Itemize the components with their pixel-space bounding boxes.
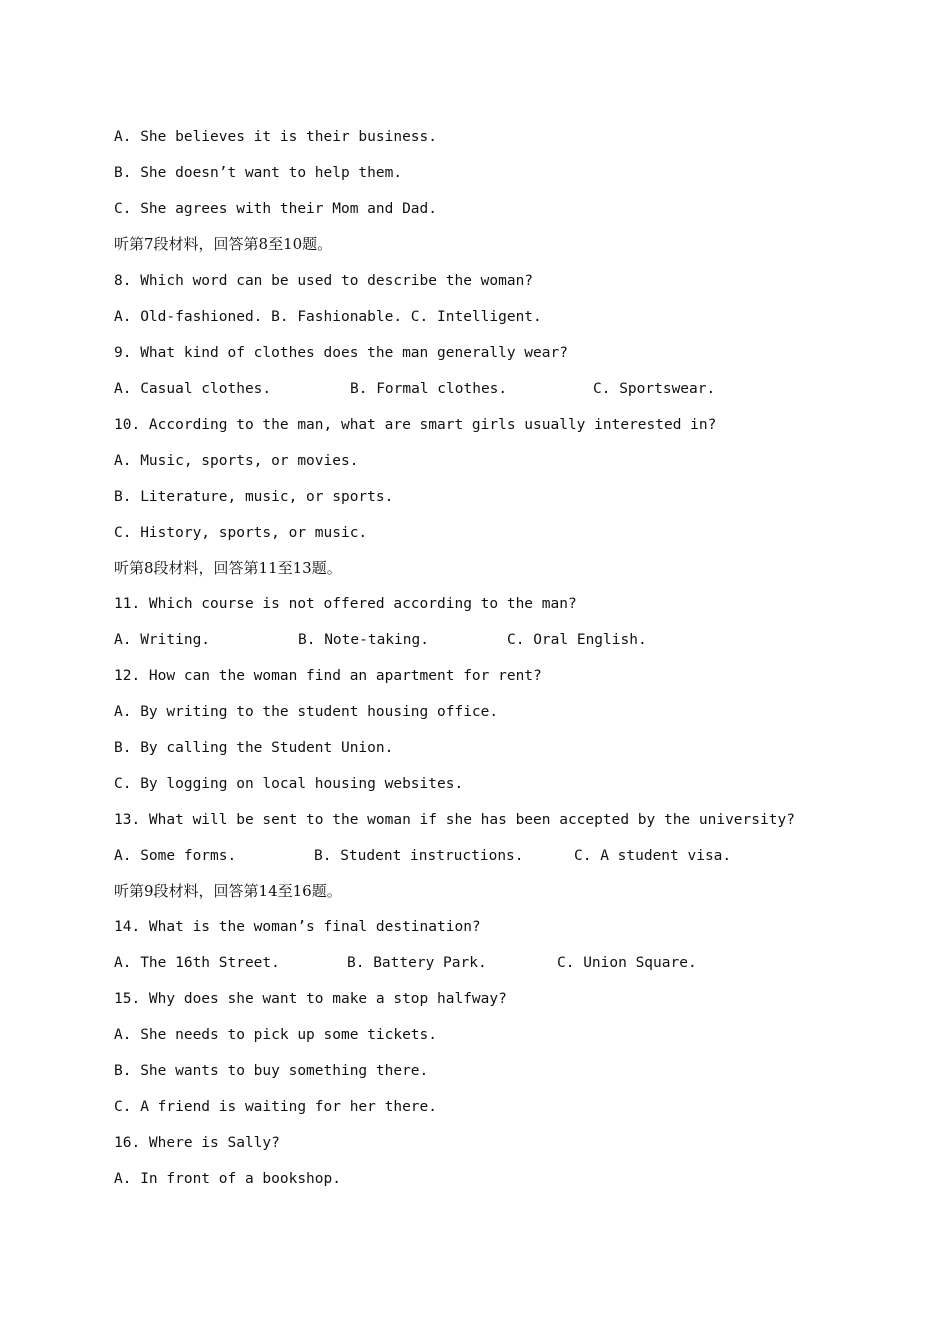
question-11: 11. Which course is not offered according to the man? [114, 596, 577, 612]
question-9: 9. What kind of clothes does the man generally wear? [114, 345, 568, 361]
question-12: 12. How can the woman find an apartment for rent? [114, 668, 542, 684]
q13-options [114, 844, 754, 868]
question-14: 14. What is the woman’s final destination? [114, 919, 481, 935]
section-7-heading: 听第7段材料，回答第8至10题。 [114, 235, 333, 253]
q9-option-b: B. Formal clothes. [350, 381, 508, 397]
q7-option-a: A. She believes it is their business. [114, 129, 438, 145]
q9-option-c: C. Sportswear. [593, 381, 716, 397]
q13-option-c: C. A student visa. [574, 848, 732, 864]
q15-option-c: C. A friend is waiting for her there. [114, 1099, 438, 1115]
q14-option-b: B. Battery Park. [347, 955, 487, 971]
q7-option-c: C. She agrees with their Mom and Dad. [114, 201, 438, 217]
q11-option-a: A. Writing. [114, 632, 211, 648]
q13-option-a: A. Some forms. [114, 848, 237, 864]
q8-options: A. Old-fashioned. B. Fashionable. C. Intelligent. [114, 309, 542, 325]
q10-option-a: A. Music, sports, or movies. [114, 453, 359, 469]
question-15: 15. Why does she want to make a stop halfway? [114, 991, 507, 1007]
q14-option-a: A. The 16th Street. [114, 955, 280, 971]
q9-option-a: A. Casual clothes. [114, 381, 272, 397]
q14-option-c: C. Union Square. [557, 955, 697, 971]
section-9-heading: 听第9段材料，回答第14至16题。 [114, 882, 342, 900]
section-8-heading: 听第8段材料，回答第11至13题。 [114, 559, 342, 577]
q10-option-b: B. Literature, music, or sports. [114, 489, 394, 505]
q11-option-c: C. Oral English. [507, 632, 647, 648]
q9-options [114, 377, 754, 401]
question-16: 16. Where is Sally? [114, 1135, 280, 1151]
q12-option-c: C. By logging on local housing websites. [114, 776, 464, 792]
q11-option-b: B. Note-taking. [298, 632, 429, 648]
q16-option-a: A. In front of a bookshop. [114, 1171, 341, 1187]
q15-option-b: B. She wants to buy something there. [114, 1063, 429, 1079]
q12-option-b: B. By calling the Student Union. [114, 740, 394, 756]
q13-option-b: B. Student instructions. [314, 848, 524, 864]
q12-option-a: A. By writing to the student housing office. [114, 704, 499, 720]
question-8: 8. Which word can be used to describe the woman? [114, 273, 534, 289]
q14-options [114, 951, 754, 975]
question-10: 10. According to the man, what are smart girls usually interested in? [114, 417, 717, 433]
q10-option-c: C. History, sports, or music. [114, 525, 368, 541]
q7-option-b: B. She doesn’t want to help them. [114, 165, 403, 181]
question-13: 13. What will be sent to the woman if she has been accepted by the university? [114, 812, 795, 828]
q11-options [114, 628, 754, 652]
q15-option-a: A. She needs to pick up some tickets. [114, 1027, 438, 1043]
